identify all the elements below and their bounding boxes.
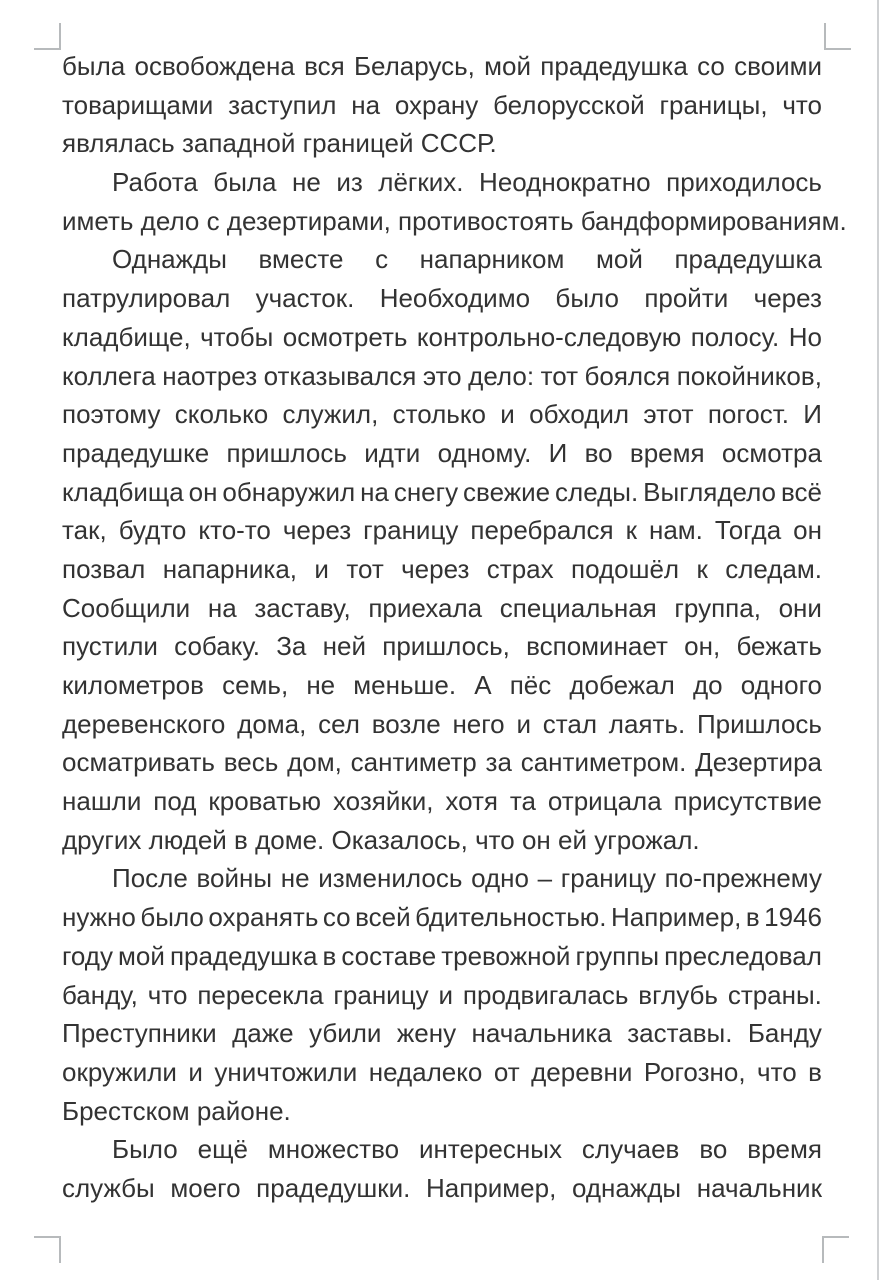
word: за bbox=[485, 747, 512, 778]
word: под bbox=[153, 786, 197, 817]
word: что bbox=[147, 979, 188, 1010]
word: из bbox=[336, 167, 363, 198]
word: бдительностью. bbox=[415, 902, 607, 933]
word: в bbox=[808, 1056, 822, 1087]
paragraph bbox=[62, 859, 822, 1130]
word: мой bbox=[484, 51, 532, 81]
word: следам. bbox=[725, 553, 822, 584]
word: нашли bbox=[62, 786, 142, 817]
word: даже bbox=[232, 1018, 294, 1049]
word: вглубь bbox=[638, 979, 718, 1010]
word: году bbox=[62, 940, 113, 971]
word: своими bbox=[734, 51, 822, 81]
word: не bbox=[280, 863, 310, 894]
word: и bbox=[314, 553, 329, 584]
crop-mark-bottom-right bbox=[822, 1236, 849, 1263]
page-edge-line bbox=[877, 0, 879, 1280]
word: он, bbox=[684, 631, 721, 662]
word: Неоднократно bbox=[479, 167, 651, 198]
word: окружили bbox=[62, 1056, 177, 1087]
text-line bbox=[62, 898, 822, 937]
word: Например, bbox=[426, 1172, 557, 1203]
word: всей bbox=[355, 902, 411, 933]
word: одного bbox=[740, 670, 822, 700]
word: Банду bbox=[747, 1018, 822, 1049]
word: участок. bbox=[255, 283, 355, 314]
word: Было bbox=[112, 1134, 178, 1165]
word: коллега bbox=[62, 360, 156, 391]
text-line bbox=[62, 240, 822, 279]
word: отказывался bbox=[263, 360, 417, 391]
word: тот bbox=[540, 360, 578, 391]
word: пёс bbox=[509, 670, 552, 700]
word: подошёл bbox=[570, 553, 680, 584]
word: убили bbox=[309, 1018, 382, 1049]
word: следы. bbox=[555, 476, 639, 507]
text-line bbox=[62, 859, 822, 898]
word: к bbox=[625, 515, 637, 546]
word: и bbox=[438, 979, 454, 1010]
word: границы, bbox=[659, 89, 768, 120]
word: он bbox=[793, 515, 822, 546]
word: была bbox=[62, 51, 126, 81]
word: пройти bbox=[644, 283, 729, 314]
word: кладбище, bbox=[62, 321, 191, 352]
text-line bbox=[62, 550, 822, 589]
word: однажды bbox=[571, 1172, 682, 1203]
word: войны bbox=[196, 863, 273, 894]
word: группа, bbox=[674, 592, 761, 623]
word: снегу bbox=[393, 476, 459, 507]
word: ней bbox=[322, 631, 366, 662]
word: он bbox=[188, 476, 218, 507]
word: собаку. bbox=[174, 631, 260, 662]
word: заставы. bbox=[627, 1018, 733, 1049]
word: За bbox=[276, 631, 307, 662]
word: меньше. bbox=[353, 670, 457, 700]
word: границу bbox=[560, 863, 656, 894]
word: начальник bbox=[696, 1172, 822, 1203]
word: преследовал bbox=[664, 940, 822, 971]
text-line bbox=[62, 937, 822, 976]
word: осмотреть bbox=[282, 321, 408, 352]
word: служил, bbox=[282, 399, 379, 430]
paragraph bbox=[62, 240, 822, 859]
word: – bbox=[537, 863, 553, 894]
crop-mark-top-left bbox=[34, 23, 61, 50]
word: службы bbox=[62, 1172, 155, 1203]
text-line: других людей в доме. Оказалось, что он ей угрожал. bbox=[62, 824, 700, 855]
word: уничтожили bbox=[214, 1056, 358, 1087]
word: хозяйки, bbox=[332, 786, 434, 817]
text-line bbox=[62, 1053, 822, 1092]
word: позвал bbox=[62, 553, 146, 584]
text-line bbox=[62, 976, 822, 1015]
word: обнаружил bbox=[222, 476, 356, 507]
text-line bbox=[62, 705, 822, 744]
word: во bbox=[699, 1134, 728, 1165]
word: напарника, bbox=[162, 553, 298, 584]
word: возле bbox=[371, 708, 441, 739]
word: Рогозно, bbox=[643, 1056, 746, 1087]
word: сел bbox=[318, 708, 360, 739]
word: нам. bbox=[648, 515, 703, 546]
word: не bbox=[292, 167, 321, 198]
word: погост. bbox=[707, 399, 789, 430]
paragraph bbox=[62, 1130, 822, 1207]
word: по-прежнему bbox=[664, 863, 822, 894]
word: осматривать bbox=[62, 747, 215, 778]
word: добежал bbox=[569, 670, 675, 700]
word: на bbox=[207, 592, 237, 623]
word: через bbox=[282, 515, 352, 546]
word: к bbox=[696, 553, 708, 584]
text-line bbox=[62, 782, 822, 821]
word: охранять bbox=[208, 902, 319, 933]
word: специальная bbox=[499, 592, 657, 623]
word: бежать bbox=[736, 631, 822, 662]
word: пришлось, bbox=[382, 631, 510, 662]
word: продвигалась bbox=[462, 979, 629, 1010]
word: приехала bbox=[368, 592, 483, 623]
word: осмотра bbox=[721, 437, 822, 468]
word: мой bbox=[595, 244, 643, 275]
word: столько bbox=[392, 399, 486, 430]
word: боялся bbox=[584, 360, 671, 391]
word: стал bbox=[542, 708, 597, 739]
word: была bbox=[213, 167, 277, 198]
word: не bbox=[306, 670, 336, 700]
word: ещё bbox=[197, 1134, 248, 1165]
word: отрицала bbox=[547, 786, 662, 817]
word: идти bbox=[364, 437, 421, 468]
word: нужно bbox=[62, 902, 136, 933]
word: Например, bbox=[611, 902, 742, 933]
text-line bbox=[62, 86, 822, 125]
word: заставу, bbox=[254, 592, 351, 623]
word: на bbox=[351, 89, 381, 120]
word: сантиметром. bbox=[520, 747, 687, 778]
text-line: являлась западной границей СССР. bbox=[62, 128, 497, 159]
word: покойников, bbox=[676, 360, 822, 391]
word: лаять. bbox=[608, 708, 686, 739]
text-line: Брестском районе. bbox=[62, 1095, 291, 1126]
word: со bbox=[697, 51, 725, 81]
word: что bbox=[782, 89, 822, 120]
word: моего bbox=[170, 1172, 241, 1203]
word: сколько bbox=[174, 399, 269, 430]
word: со bbox=[322, 902, 351, 933]
word: километров bbox=[62, 670, 204, 700]
word: лёгких. bbox=[378, 167, 464, 198]
word: кроватью bbox=[208, 786, 322, 817]
word: дома, bbox=[237, 708, 307, 739]
word: прадедушка bbox=[169, 940, 318, 971]
word: начальника bbox=[471, 1018, 612, 1049]
word: вся bbox=[304, 51, 345, 81]
text-line bbox=[62, 279, 822, 318]
word: дело: bbox=[468, 360, 535, 391]
word: весь bbox=[223, 747, 279, 778]
document-text bbox=[62, 47, 847, 1208]
word: одно bbox=[471, 863, 529, 894]
word: прадедушка bbox=[674, 244, 822, 275]
word: составе bbox=[341, 940, 437, 971]
word: Пришлось bbox=[696, 708, 822, 739]
text-line: иметь дело с дезертирами, противостоять бандформированиям. bbox=[62, 205, 847, 236]
word: так, bbox=[62, 515, 107, 546]
word: присутствие bbox=[673, 786, 822, 817]
paragraph bbox=[62, 163, 847, 240]
word: 1946 bbox=[764, 902, 822, 933]
word: приходилось bbox=[666, 167, 822, 198]
crop-mark-bottom-left bbox=[34, 1236, 61, 1263]
word: интересных bbox=[419, 1134, 562, 1165]
word: они bbox=[778, 592, 822, 623]
word: пересекла bbox=[197, 979, 324, 1010]
word: жену bbox=[396, 1018, 457, 1049]
word: одному. bbox=[437, 437, 532, 468]
word: чтобы bbox=[200, 321, 274, 352]
word: та bbox=[509, 786, 536, 817]
word: заступил bbox=[228, 89, 337, 120]
word: Сообщили bbox=[62, 592, 191, 623]
word: банду, bbox=[62, 979, 138, 1010]
word: перебрался bbox=[470, 515, 614, 546]
word: А bbox=[474, 670, 492, 700]
word: недалеко bbox=[368, 1056, 483, 1087]
word: что bbox=[757, 1056, 797, 1087]
word: всё bbox=[780, 476, 822, 507]
word: и bbox=[500, 399, 515, 430]
word: было bbox=[555, 283, 619, 314]
word: от bbox=[493, 1056, 520, 1087]
word: кто-то bbox=[198, 515, 271, 546]
word: сантиметр bbox=[350, 747, 477, 778]
word: пришлось bbox=[226, 437, 347, 468]
word: пустили bbox=[62, 631, 158, 662]
word: И bbox=[548, 437, 568, 468]
text-line bbox=[62, 511, 822, 550]
word: на bbox=[360, 476, 389, 507]
text-line bbox=[62, 1169, 822, 1208]
word: деревни bbox=[531, 1056, 633, 1087]
word: освобождена bbox=[134, 51, 295, 81]
word: Но bbox=[788, 321, 822, 352]
word: Работа bbox=[112, 167, 198, 198]
word: Тогда bbox=[714, 515, 782, 546]
word: обходил bbox=[529, 399, 630, 430]
word: множество bbox=[267, 1134, 400, 1165]
word: Однажды bbox=[112, 244, 227, 275]
word: прадедушки. bbox=[256, 1172, 411, 1203]
text-line bbox=[62, 473, 822, 512]
word: Необходимо bbox=[379, 283, 531, 314]
word: было bbox=[140, 902, 204, 933]
text-line bbox=[62, 1014, 822, 1053]
word: время bbox=[629, 437, 705, 468]
word: поэтому bbox=[62, 399, 161, 430]
word: через bbox=[401, 553, 470, 584]
word: группы bbox=[575, 940, 660, 971]
word: Преступники bbox=[62, 1018, 217, 1049]
word: Выглядело bbox=[643, 476, 777, 507]
word: прадедушке bbox=[62, 437, 210, 468]
word: Дезертира bbox=[695, 747, 822, 778]
text-line bbox=[62, 666, 822, 705]
crop-mark-top-right bbox=[824, 23, 851, 50]
word: случаев bbox=[581, 1134, 680, 1165]
word: в bbox=[745, 902, 760, 933]
word: кладбища bbox=[62, 476, 184, 507]
word: это bbox=[422, 360, 462, 391]
word: наотрез bbox=[162, 360, 258, 391]
word: границу bbox=[333, 979, 429, 1010]
word: напарником bbox=[419, 244, 565, 275]
word: товарищами bbox=[62, 89, 214, 120]
word: вспоминает bbox=[526, 631, 668, 662]
word: с bbox=[375, 244, 389, 275]
text-line bbox=[62, 627, 822, 666]
word: Беларусь, bbox=[353, 51, 475, 81]
text-line bbox=[62, 47, 822, 86]
text-line bbox=[62, 318, 822, 357]
word: этот bbox=[643, 399, 694, 430]
word: во bbox=[584, 437, 613, 468]
word: время bbox=[747, 1134, 822, 1165]
word: до bbox=[692, 670, 723, 700]
word: тот bbox=[346, 553, 384, 584]
word: мой bbox=[118, 940, 165, 971]
word: тревожной bbox=[441, 940, 571, 971]
word: границу bbox=[363, 515, 459, 546]
text-line bbox=[62, 395, 822, 434]
text-line bbox=[62, 434, 822, 473]
word: белорусской bbox=[493, 89, 645, 120]
word: него bbox=[452, 708, 505, 739]
word: в bbox=[322, 940, 337, 971]
word: И bbox=[803, 399, 822, 430]
word: изменилось bbox=[318, 863, 463, 894]
word: прадедушка bbox=[540, 51, 688, 81]
paragraph bbox=[62, 47, 822, 163]
word: охрану bbox=[394, 89, 479, 120]
word: свежие bbox=[463, 476, 551, 507]
word: и bbox=[516, 708, 531, 739]
text-line bbox=[62, 743, 822, 782]
word: патрулировал bbox=[62, 283, 231, 314]
word: полосу. bbox=[690, 321, 780, 352]
word: через bbox=[753, 283, 822, 314]
text-line bbox=[62, 163, 822, 202]
text-line bbox=[62, 357, 822, 396]
word: дом, bbox=[287, 747, 342, 778]
word: страх bbox=[486, 553, 554, 584]
word: и bbox=[188, 1056, 203, 1087]
word: вместе bbox=[258, 244, 344, 275]
word: После bbox=[112, 863, 188, 894]
word: хотя bbox=[445, 786, 498, 817]
word: семь, bbox=[222, 670, 289, 700]
text-line bbox=[62, 1130, 822, 1169]
text-line bbox=[62, 589, 822, 628]
word: будто bbox=[118, 515, 187, 546]
word: страны. bbox=[727, 979, 822, 1010]
word: деревенского bbox=[62, 708, 226, 739]
word: контрольно-следовую bbox=[416, 321, 682, 352]
